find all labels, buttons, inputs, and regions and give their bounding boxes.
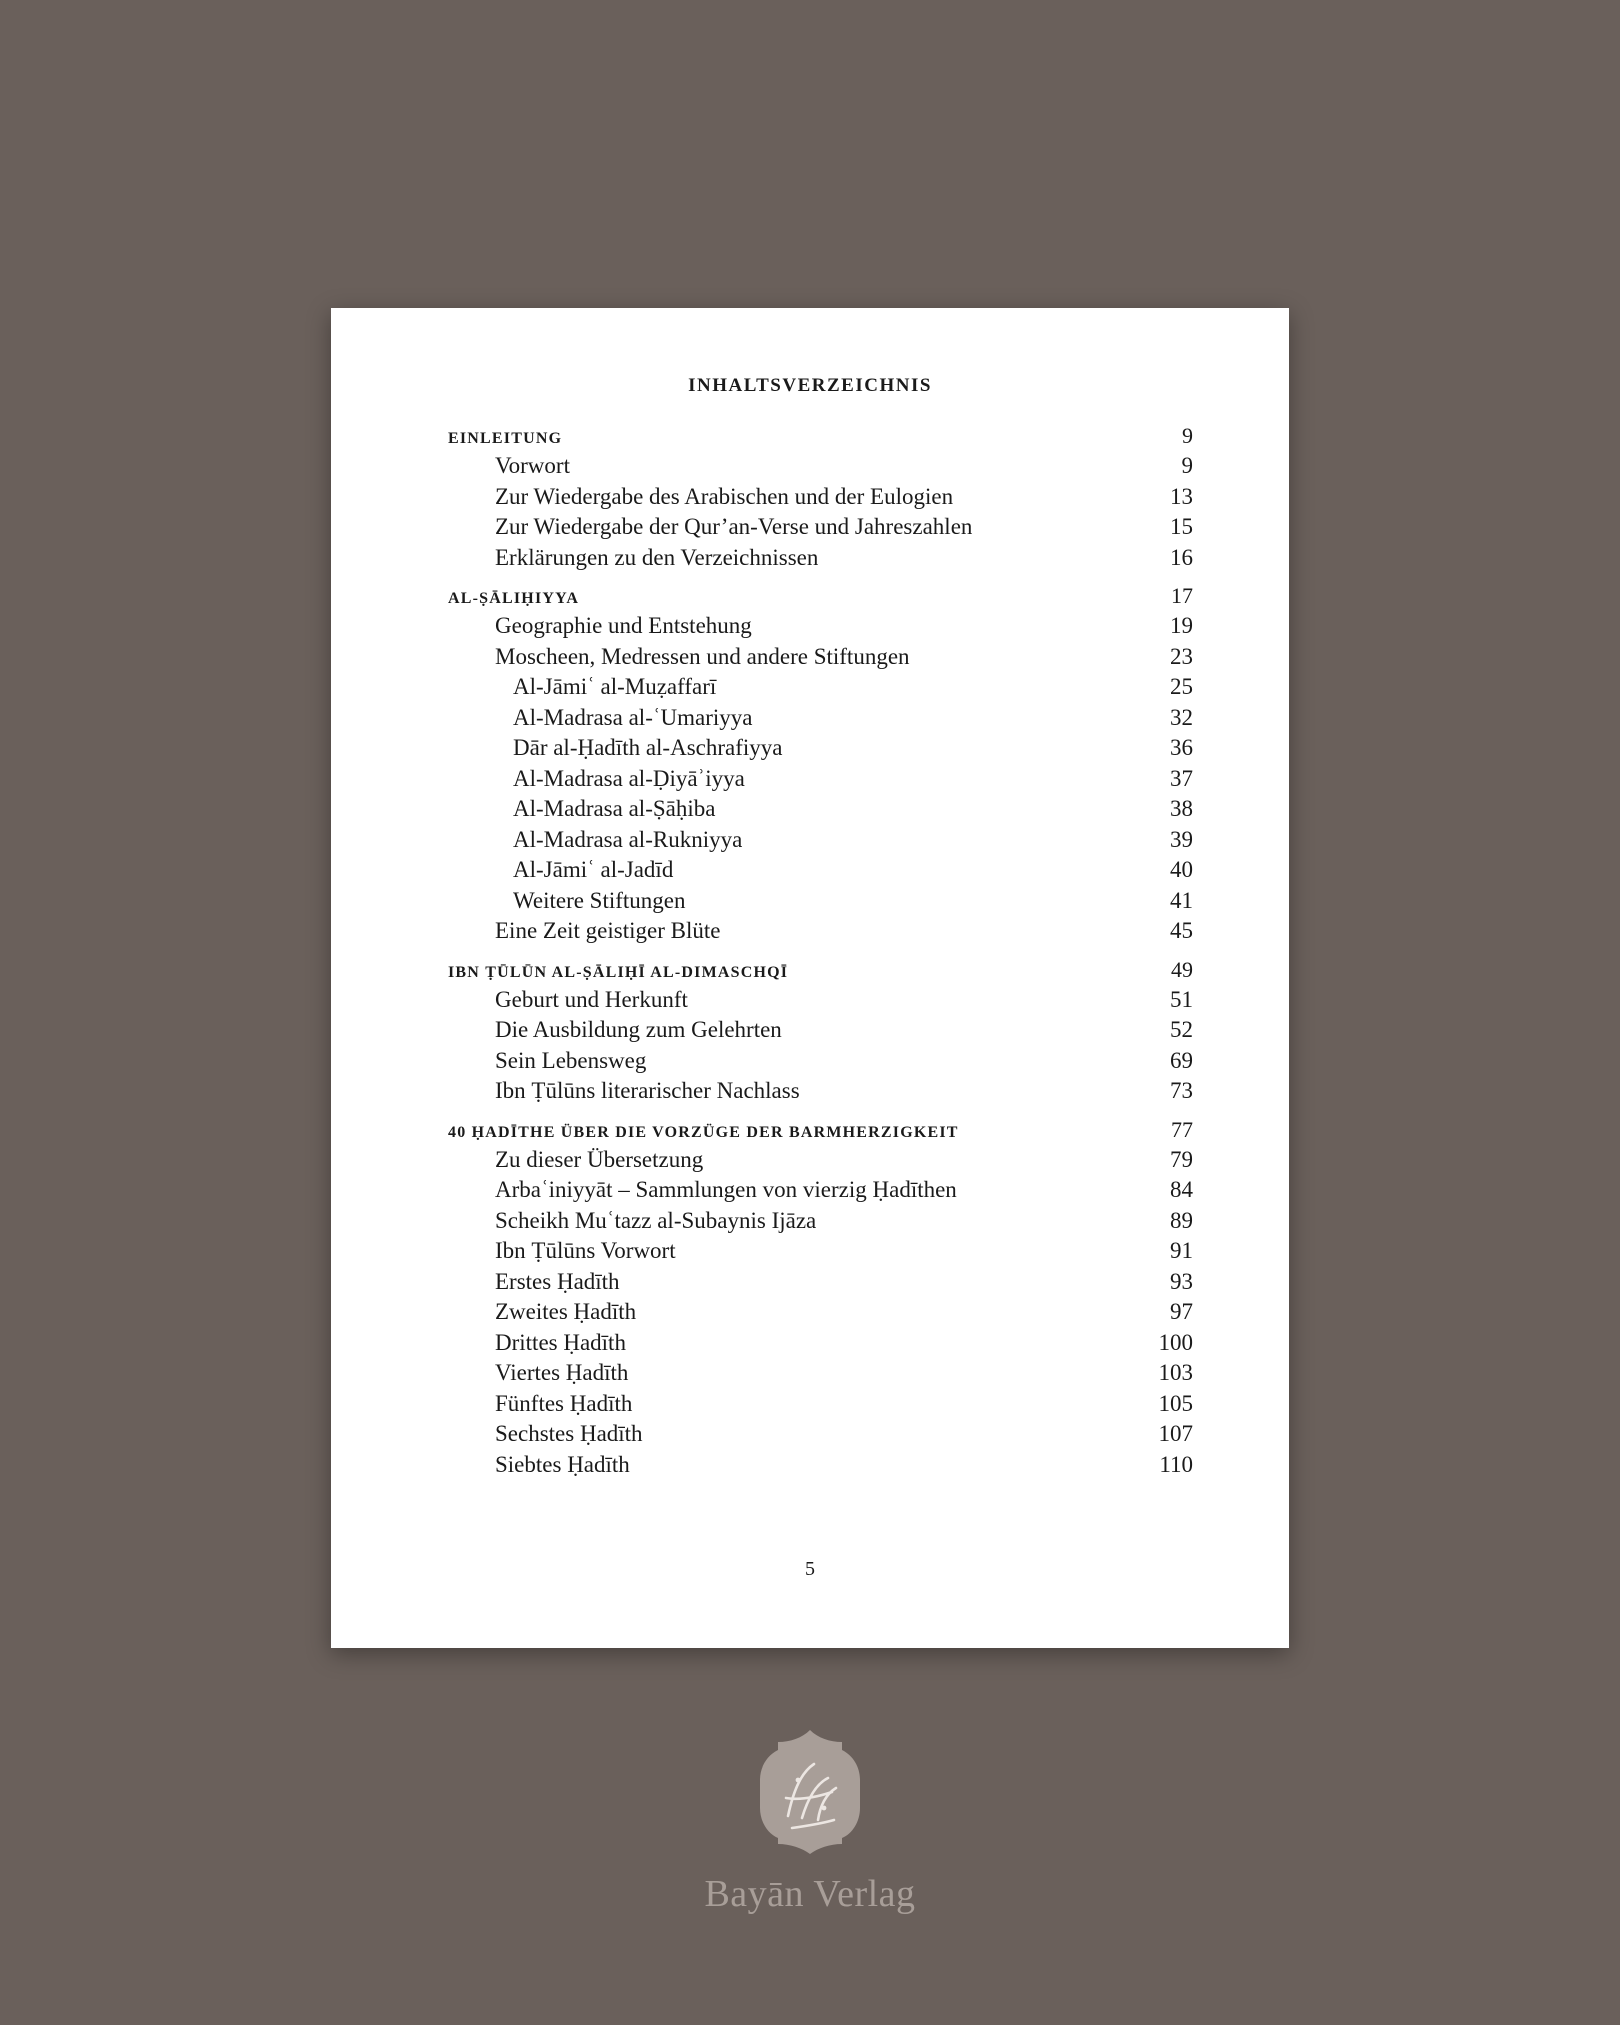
entry-page: 40 — [1170, 857, 1193, 882]
toc-section-heading — [448, 421, 1193, 451]
toc-section-heading — [448, 581, 1193, 611]
entry-title: Die Ausbildung zum Gelehrten — [495, 1017, 782, 1042]
entry-page: 100 — [1158, 1329, 1193, 1355]
entry-title: Viertes Ḥadīth — [495, 1360, 629, 1385]
toc-entry — [448, 1236, 1193, 1267]
entry-page: 25 — [1170, 674, 1193, 699]
entry-title: Sechstes Ḥadīth — [495, 1421, 643, 1446]
entry-title: Al-Madrasa al-Rukniyya — [513, 826, 743, 852]
section-page: 17 — [1171, 583, 1193, 608]
toc-entry — [448, 825, 1193, 856]
toc-entry — [448, 916, 1193, 947]
entry-page: 73 — [1170, 1078, 1193, 1103]
entry-title: Sein Lebensweg — [495, 1047, 647, 1073]
toc-entry — [448, 1076, 1193, 1107]
section-title: EINLEITUNG — [448, 430, 563, 447]
toc-entry — [448, 794, 1193, 825]
entry-page: 84 — [1170, 1177, 1193, 1202]
entry-page: 93 — [1170, 1268, 1193, 1294]
toc-entry — [448, 543, 1193, 574]
section-title: AL-ṢĀLIḤIYYA — [448, 590, 580, 607]
entry-page: 23 — [1170, 643, 1193, 669]
toc-section — [448, 421, 1193, 573]
toc-entry — [448, 1015, 1193, 1046]
publisher-name: Bayān Verlag — [704, 1873, 916, 1915]
toc-entry — [448, 1046, 1193, 1077]
book-page — [331, 308, 1289, 1648]
entry-page: 45 — [1170, 918, 1193, 943]
entry-title: Arbaʿiniyyāt – Sammlungen von vierzig Ḥadīthen — [495, 1177, 957, 1202]
toc-entry — [448, 1389, 1193, 1420]
toc-section-heading — [448, 955, 1193, 985]
toc-entry — [448, 1419, 1193, 1450]
toc-entry — [448, 611, 1193, 642]
toc-section — [448, 1115, 1193, 1481]
entry-page: 39 — [1170, 826, 1193, 852]
entry-page: 107 — [1158, 1421, 1193, 1446]
entry-title: Dār al-Ḥadīth al-Aschrafiyya — [513, 735, 783, 760]
toc-entry — [448, 855, 1193, 886]
entry-page: 97 — [1170, 1299, 1193, 1324]
entry-title: Zur Wiedergabe der Qur’an-Verse und Jahreszahlen — [495, 514, 973, 539]
entry-title: Drittes Ḥadīth — [495, 1329, 626, 1355]
entry-title: Vorwort — [495, 453, 570, 478]
entry-page: 91 — [1170, 1238, 1193, 1263]
table-of-contents — [448, 421, 1193, 1488]
toc-entry — [448, 512, 1193, 543]
entry-title: Siebtes Ḥadīth — [495, 1451, 630, 1477]
toc-section-heading — [448, 1115, 1193, 1145]
entry-title: Ibn Ṭūlūns literarischer Nachlass — [495, 1078, 800, 1103]
entry-page: 52 — [1170, 1017, 1193, 1042]
toc-entry — [448, 1450, 1193, 1481]
section-page: 49 — [1171, 956, 1193, 982]
toc-entry — [448, 1145, 1193, 1176]
entry-title: Ibn Ṭūlūns Vorwort — [495, 1238, 676, 1263]
toc-entry — [448, 1328, 1193, 1359]
entry-title: Geburt und Herkunft — [495, 986, 688, 1012]
toc-entry — [448, 1267, 1193, 1298]
entry-title: Zur Wiedergabe des Arabischen und der Eulogien — [495, 483, 954, 509]
entry-title: Weitere Stiftungen — [513, 887, 686, 913]
toc-entry — [448, 764, 1193, 795]
entry-page: 79 — [1170, 1146, 1193, 1172]
entry-title: Erklärungen zu den Verzeichnissen — [495, 544, 819, 570]
page-number: 5 — [805, 1558, 815, 1580]
entry-page: 51 — [1170, 986, 1193, 1012]
entry-page: 103 — [1158, 1360, 1193, 1385]
section-title: 40 ḤADĪTHE ÜBER DIE VORZÜGE DER BARMHERZIGKEIT — [448, 1123, 959, 1141]
entry-title: Zweites Ḥadīth — [495, 1299, 637, 1324]
entry-page: 19 — [1170, 613, 1193, 638]
toc-entry — [448, 703, 1193, 734]
entry-page: 89 — [1170, 1207, 1193, 1233]
entry-title: Al-Madrasa al-ʿUmariyya — [513, 704, 753, 730]
entry-page: 41 — [1170, 887, 1193, 913]
entry-title: Al-Madrasa al-Ṣāḥiba — [513, 796, 716, 821]
toc-entry — [448, 733, 1193, 764]
toc-section — [448, 581, 1193, 947]
entry-title: Scheikh Muʿtazz al-Subaynis Ijāza — [495, 1207, 817, 1233]
entry-title: Zu dieser Übersetzung — [495, 1146, 704, 1172]
entry-title: Erstes Ḥadīth — [495, 1268, 620, 1294]
entry-page: 38 — [1170, 796, 1193, 821]
entry-title: Al-Jāmiʿ al-Jadīd — [513, 857, 674, 882]
toc-section — [448, 955, 1193, 1107]
toc-entry — [448, 451, 1193, 482]
entry-title: Al-Madrasa al-Ḍiyāʾiyya — [513, 765, 745, 791]
entry-page: 16 — [1170, 544, 1193, 570]
toc-entry — [448, 672, 1193, 703]
toc-entry — [448, 1175, 1193, 1206]
toc-entry — [448, 482, 1193, 513]
entry-page: 69 — [1170, 1047, 1193, 1073]
entry-title: Al-Jāmiʿ al-Muẓaffarī — [513, 674, 717, 699]
toc-entry — [448, 1358, 1193, 1389]
entry-page: 32 — [1170, 704, 1193, 730]
calligraphy-emblem-icon — [758, 1728, 862, 1856]
entry-page: 37 — [1170, 765, 1193, 791]
entry-title: Moscheen, Medressen und andere Stiftungen — [495, 643, 910, 669]
entry-page: 15 — [1170, 514, 1193, 539]
entry-title: Eine Zeit geistiger Blüte — [495, 918, 721, 943]
toc-entry — [448, 1297, 1193, 1328]
entry-title: Fünftes Ḥadīth — [495, 1390, 633, 1416]
section-title: IBN ṬŪLŪN AL-ṢĀLIḤĪ AL-DIMASCHQĪ — [448, 963, 789, 981]
section-page: 9 — [1182, 423, 1193, 448]
toc-entry — [448, 642, 1193, 673]
entry-page: 105 — [1158, 1390, 1193, 1416]
entry-page: 9 — [1181, 453, 1193, 478]
entry-title: Geographie und Entstehung — [495, 613, 752, 638]
section-page: 77 — [1171, 1116, 1193, 1142]
entry-page: 36 — [1170, 735, 1193, 760]
toc-entry — [448, 886, 1193, 917]
toc-title: INHALTSVERZEICHNIS — [688, 375, 932, 396]
toc-entry — [448, 985, 1193, 1016]
entry-page: 13 — [1170, 483, 1193, 509]
toc-entry — [448, 1206, 1193, 1237]
entry-page: 110 — [1159, 1451, 1193, 1477]
